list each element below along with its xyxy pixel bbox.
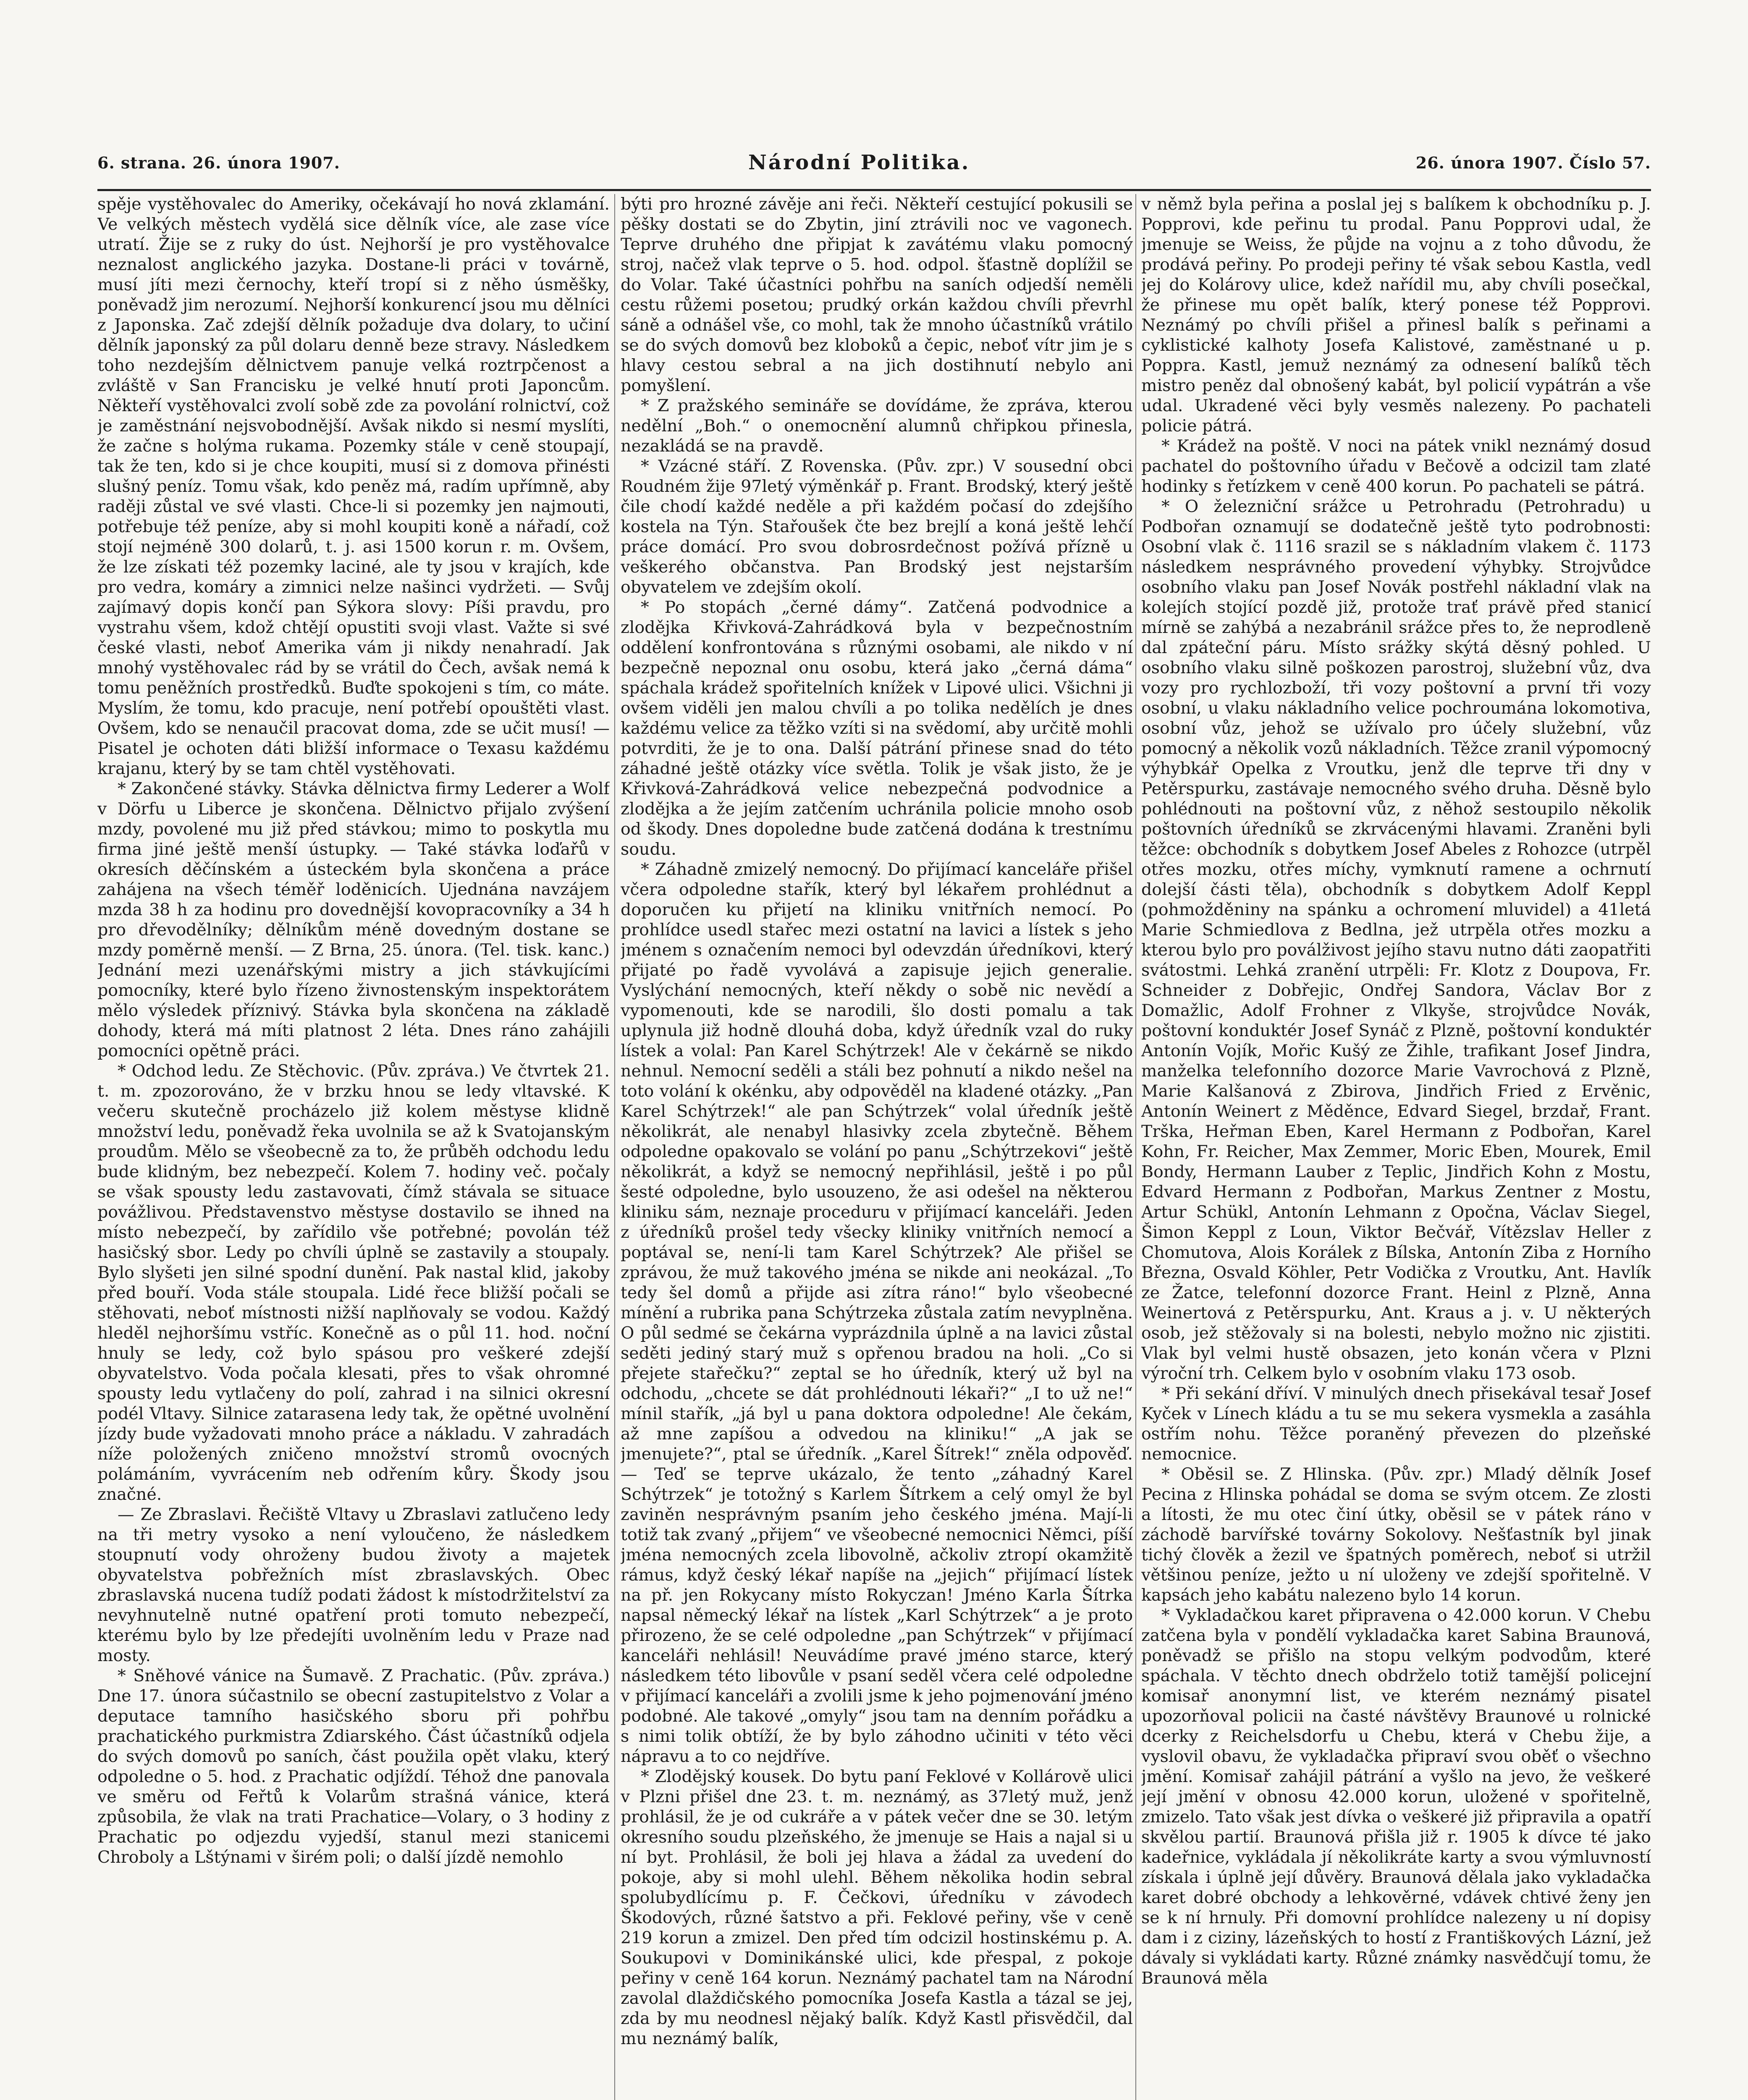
text-column-1 bbox=[97, 194, 610, 2100]
article-paragraph: * Krádež na poště. V noci na pátek vnikl neznámý dosud pachatel do poštovního úřadu v Bečově a odcizil tam zlaté hodinky s řetízkem v ceně 400 korun. Po pachateli se pátrá. bbox=[1141, 436, 1651, 496]
article-paragraph: * O železniční srážce u Petrohradu (Petrohradu) u Podbořan oznamují se dodatečně ještě tyto podrobnosti: Osobní vlak č. 1116 srazil se s nákladním vlakem č. 1173 následkem nesprávného provedení výhybky. Strojvůdce osobního vlaku pan Josef Novák postřehl nákladní vlak na kolejích stojící pozdě již, protože trať právě před stanicí mírně se zahýbá a nezabránil srážce přes to, že neprodleně dal zpáteční páru. Místo srážky skýtá děsný pohled. U osobního vlaku silně poškozen parostroj, služební vůz, dva vozy pro rychlozboží, tři vozy poštovní a první tři vozy osobní, u vlaku nákladního velice pochroumána lokomotiva, osobní vůz, jehož se užívalo pro účely služební, vůz pomocný a několik vozů nákladních. Těžce zranil výpomocný výhybkář Opelka z Vroutku, jenž dle teprve tři dny v Petěrspurku, zastávaje nemocného svého druha. Děsně bylo pohlédnouti na poštovní vůz, z něhož sestoupilo několik poštovních úředníků se zkrvácenými hlavami. Zraněni byli těžce: obchodník s dobytkem Josef Abeles z Rohozce (utrpěl otřes mozku, otřes míchy, vymknutí ramene a ochrnutí dolejší části těla), obchodník s dobytkem Adolf Keppl (pohmožděniny na spánku a ochromení mluvidel) a 41letá Marie Schmiedlova z Bedlna, jež utrpěla otřes mozku a kterou bylo pro poválživost jejího stavu nutno dáti zaopatřiti svátostmi. Lehká zranění utrpěli: Fr. Klotz z Doupova, Fr. Schneider z Dobřejic, Ondřej Sandora, Václav Bor z Domažlic, Adolf Frohner z Vlkyše, strojvůdce Novák, poštovní konduktér Josef Synáč z Plzně, poštovní konduktér Antonín Vojík, Mořic Kušý ze Žihle, trafikant Josef Jindra, manželka telefonního dozorce Marie Vavrochová z Plzně, Marie Kalšanová z Zbirova, Jindřich Fried z Ervěnic, Antonín Weinert z Měděnce, Edvard Siegel, brzdař, Frant. Trška, Heřman Eben, Karel Hermann z Podbořan, Karel Kohn, Fr. Reicher, Max Zemmer, Moric Eben, Mourek, Emil Bondy, Hermann Lauber z Teplic, Jindřich Kohn z Mostu, Edvard Hermann z Podbořan, Markus Zentner z Mostu, Artur Schükl, Antonín Lehmann z Opočna, Václav Siegel, Šimon Keppl z Loun, Viktor Bečvář, Vítězslav Heller z Chomutova, Alois Korálek z Bílska, Antonín Ziba z Horního Března, Osvald Köhler, Petr Vodička z Vroutku, Ant. Havlík ze Žatce, telefonní dozorce Frant. Heinl z Plzně, Anna Weinertová z Petěrspurku, Ant. Kraus a j. v. U některých osob, jež stěžovaly si na bolesti, nebylo možno nic zjistiti. Vlak byl velmi hustě obsazen, jeto konán včera v Plzni výroční trh. Celkem bylo v osobním vlaku 173 osob. bbox=[1141, 497, 1651, 1383]
article-paragraph: býti pro hrozné závěje ani řeči. Někteří cestující pokusili se pěšky dostati se do Zbytin, jiní ztrávili noc ve vagonech. Teprve druhého dne připjat k zavátému vlaku pomocný stroj, načež vlak teprve o 5. hod. odpol. šťastně doplížil se do Volar. Také účastníci pohřbu na saních odjedší neměli cestu růžemi posetou; prudký orkán každou chvíli převrhl sáně a odnášel vše, co mohl, tak že mnoho účastníků vrátilo se do svých domovů bez kloboků a čepic, neboť vítr jim je s hlavy cestou sebral a na jich dostihnutí nebylo ani pomyšlení. bbox=[621, 194, 1133, 395]
article-paragraph: * Z pražského semináře se dovídáme, že zpráva, kterou nedělní „Boh.“ o onemocnění alumnů chřipkou přinesla, nezakládá se na pravdě. bbox=[621, 396, 1133, 456]
article-paragraph: v němž byla peřina a poslal jej s balíkem k obchodníku p. J. Popprovi, kde peřinu tu prodal. Panu Popprovi udal, že jmenuje se Weiss, že půjde na vojnu a z toho důvodu, že prodává peřiny. Po prodeji peřiny té však sebou Kastla, vedl jej do Kolárovy ulice, kdež nařídil mu, aby chvíli posečkal, že přinese mu opět balík, který ponese též Popprovi. Neznámý po chvíli přišel a přinesl balík s peřinami a cyklistické kalhoty Josefa Kalistové, zaměstnané u p. Poppra. Kastl, jemuž neznámý za odnesení balíků těch mistro peněz dal obnošený kabát, byl policií vypátrán a vše udal. Ukradené věci byly vesměs nalezeny. Po pachateli policie pátrá. bbox=[1141, 194, 1651, 436]
article-paragraph: * Sněhové vánice na Šumavě. Z Prachatic. (Pův. zpráva.) Dne 17. února súčastnilo se obecní zastupitelstvo z Volar a deputace tamního hasičského sboru při pohřbu prachatického purkmistra Zdiarského. Část účastníků odjela do svých domovů po saních, část použila opět vlaku, který odpoledne o 5. hod. z Prachatic odjíždí. Téhož dne panovala ve směru od Feřtů k Volarům strašná vánice, která způsobila, že vlak na trati Prachatice—Volary, o 3 hodiny z Prachatic po odjezdu vyjedší, stanul mezi stanicemi Chroboly a Lštýnami v širém poli; o další jízdě nemohlo bbox=[97, 1666, 610, 1867]
article-paragraph: * Zlodějský kousek. Do bytu paní Feklové v Kollárově ulici v Plzni přišel dne 23. t. m. neznámý, as 37letý muž, jenž prohlásil, že je od cukráře a v pátek večer dne se 30. letým okresního soudu plzeňského, že jmenuje se Hais a najal si u ní byt. Prohlásil, že boli jej hlava a žádal za uvedení do pokoje, aby si mohl ulehl. Během několika hodin sebral spolubydlícímu p. F. Čečkovi, úředníku v závodech Škodových, různé šatstvo a při. Feklové peřiny, vše v ceně 219 korun a zmizel. Den před tím odcizil hostinskému p. A. Soukupovi v Dominikánské ulici, kde přespal, z pokoje peřiny v ceně 164 korun. Neznámý pachatel tam na Národní zavolal dlaždičského pomocníka Josefa Kastla a tázal se jej, zda by mu neodnesl nějaký balík. Když Kastl přisvědčil, dal mu neznámý balík, bbox=[621, 1767, 1133, 2048]
column-divider bbox=[614, 194, 615, 2100]
article-paragraph: * Po stopách „černé dámy“. Zatčená podvodnice a zlodějka Křivková-Zahrádková byla v bezpečnostním oddělení konfrontována s různými osobami, ale nikdo v ní bezpečně nepoznal onu osobu, která jako „černá dáma“ spáchala krádež spořitelních knížek v Lipové ulici. Všichni ji ovšem viděli jen malou chvíli a po tolika nedělích je dnes každému velice za těžko vzíti si na svědomí, aby určitě mohli potvrditi, že je to ona. Další pátrání přinese snad do této záhadné ještě otázky více světla. Tolik je však jisto, že je Křivková-Zahrádková velice nebezpečná podvodnice a zlodějka a že jejím zatčením uchránila policie mnoho osob od škody. Dnes dopoledne bude zatčená dodána k trestnímu soudu. bbox=[621, 598, 1133, 859]
article-paragraph: * Vzácné stáří. Z Rovenska. (Pův. zpr.) V sousední obci Roudném žije 97letý výměnkář p. Frant. Brodský, který ještě čile chodí každé neděle a při každém počasí do zdejšího kostela na Týn. Stařoušek čte bez brejlí a koná ještě lehčí práce domácí. Pro svou dobrosrdečnost požívá přízně u veškerého občanstva. Pan Brodský jest nejstarším obyvatelem ve zdejším okolí. bbox=[621, 457, 1133, 597]
text-column-2 bbox=[621, 194, 1133, 2100]
column-divider bbox=[1135, 194, 1136, 2100]
masthead-title: Národní Politika. bbox=[748, 151, 970, 174]
text-column-3 bbox=[1141, 194, 1651, 2100]
article-paragraph: * Odchod ledu. Ze Stěchovic. (Pův. zpráva.) Ve čtvrtek 21. t. m. zpozorováno, že v brzku hnou se ledy vltavské. K večeru skutečně procházelo již kolem městyse klidně množství ledu, poněvadž řeka uvolnila se až k Svatojanským proudům. Mělo se všeobecně za to, že průběh odchodu ledu bude klidným, bez nebezpečí. Kolem 7. hodiny več. počaly se však spousty ledu zastavovati, čímž stávala se situace povážlivou. Představenstvo městyse dostavilo se ihned na místo nebezpečí, by zařídilo vše potřebné; povolán též hasičský sbor. Ledy po chvíli úplně se zastavily a stoupaly. Bylo slyšeti jen silné spodní dunění. Pak nastal klid, jakoby před bouří. Voda stále stoupala. Lidé řece bližší počali se stěhovati, neboť místnosti nižší naplňovaly se vodou. Každý hleděl nejhoršímu vstříc. Konečně as o půl 11. hod. noční hnuly se ledy, což bylo spásou pro veškeré zdejší obyvatelstvo. Voda počala klesati, přes to však ohromné spousty ledu vytlačeny do polí, zahrad i na silnici okresní podél Vltavy. Silnice zatarasena ledy tak, že opětné uvolnění jízdy bude vyžadovati mnoho práce a nákladu. V zahradách níže položených zničeno množství stromů ovocných polámáním, vyvrácením neb odřením kůry. Škody jsou značné. bbox=[97, 1061, 610, 1504]
header-page-date: 6. strana. 26. února 1907. bbox=[97, 153, 341, 172]
article-paragraph: * Vykladačkou karet připravena o 42.000 korun. V Chebu zatčena byla v pondělí vykladačka karet Sabina Braunová, poněvadž se přišlo na stopu velkým podvodům, které spáchala. V těchto dnech obdrželo totiž tamější policejní komisař anonymní list, ve kterém neznámý pisatel upozorňoval policii na časté návštěvy Braunové u rolnické dcerky z Reichelsdorfu u Chebu, která v Chebu žije, a vyslovil obavu, že vykladačka připraví svou oběť o všechno jmění. Komisař zahájil pátrání a vyšlo na jevo, že veškeré její jmění v obnosu 42.000 korun, uložené v spořitelně, zmizelo. Tato však jest dívka o veškeré již připravila a opatří skvělou partií. Braunová přišla již r. 1905 k dívce té jako kadeřnice, vykládala jí několikráte karty a svou výmluvností získala i úplně její důvěry. Braunová dělala jako vykladačka karet dobré obchody a lehkověrné, vdávek chtivé ženy jen se k ní hrnuly. Při domovní prohlídce nalezeny u ní dopisy dam i z ciziny, lázeňských to hostí z Františkových Lázní, jež dávaly si vykládati karty. Různé známky nasvědčují tomu, že Braunová měla bbox=[1141, 1606, 1651, 1988]
header-rule bbox=[97, 189, 1651, 191]
article-paragraph: * Zakončené stávky. Stávka dělnictva firmy Lederer a Wolf v Dörfu u Liberce je skončena. Dělnictvo přijalo zvýšení mzdy, povolené mu již před stávkou; mimo to poskytla mu firma jiné ještě menší ústupky. — Také stávka loďařů v okresích děčínském a ústeckém byla skončena a práce zahájena na všech téměř loděnicích. Ujednána navzájem mzda 38 h za hodinu pro dovednější kovopracovníky a 34 h pro dřevodělníky; dělníkům méně dovedným dostane se mzdy poměrně menší. — Z Brna, 25. února. (Tel. tisk. kanc.) Jednání mezi uzenářskými mistry a jich stávkujícími pomocníky, které bylo řízeno živnostenským inspektorátem mělo výsledek příznivý. Stávka byla skončena na základě dohody, která má míti platnost 2 léta. Dnes ráno zahájili pomocníci opětně práci. bbox=[97, 779, 610, 1060]
article-paragraph: * Oběsil se. Z Hlinska. (Pův. zpr.) Mladý dělník Josef Pecina z Hlinska pohádal se doma se svým otcem. Ze zlosti a lítosti, že mu otec činí útky, oběsil se v pátek ráno v záchodě barvířské továrny Sokolovy. Nešťastník byl jinak tichý člověk a žezil ve špatných poměrech, neboť si utržil většinou peníze, ježto u ní uloženy ve zdejší spořitelně. V kapsách jeho kabátu nalezeno bylo 14 korun. bbox=[1141, 1465, 1651, 1605]
article-paragraph: * Při sekání dříví. V minulých dnech přisekával tesař Josef Kyček v Línech kládu a tu se mu sekera vysmekla a zasáhla ostřím nohu. Těžce poraněný převezen do plzeňské nemocnice. bbox=[1141, 1384, 1651, 1464]
page-header bbox=[97, 153, 1651, 187]
article-paragraph: — Ze Zbraslavi. Řečiště Vltavy u Zbraslavi zatlučeno ledy na tři metry vysoko a není vyloučeno, že následkem stoupnutí vody ohroženy budou životy a majetek obyvatelstva pobřežních míst zbraslavských. Obec zbraslavská nucena tudíž podati žádost k místodržitelství za nevyhnutelně nutné opatření proti tomuto nebezpečí, kterému bylo by lze předejíti uvolněním ledu v Praze nad mosty. bbox=[97, 1505, 610, 1665]
article-paragraph: spěje vystěhovalec do Ameriky, očekávají ho nová zklamání. Ve velkých městech vydělá sice dělník více, ale zase více utratí. Žije se z ruky do úst. Nejhorší je pro vystěhovalce neznalost anglického jazyka. Dostane-li práci v továrně, musí jíti mezi černochy, kteří tropí si z něho úsměšky, poněvadž jim nerozumí. Nejhorší konkurencí jsou mu dělníci z Japonska. Zač zdejší dělník požaduje dva dolary, to učiní dělník japonský za půl dolaru denně beze stravy. Následkem toho nezdejším dělnictvem panuje velká roztrpčenost a zvláště v San Francisku je velké hnutí proti Japoncům. Někteří vystěhovalci zvolí sobě zde za povolání rolnictví, což je zaměstnání nejsvobodnější. Avšak nikdo si nesmí myslíti, že začne s holýma rukama. Pozemky stále v ceně stoupají, tak že ten, kdo si je chce koupiti, musí si z domova přinésti slušný peníz. Tomu však, kdo peněz má, radím upřímně, aby raději zůstal ve své vlasti. Chce-li si pozemky jen najmouti, potřebuje též peníze, aby si mohl koupiti koně a nářadí, což stojí nejméně 300 dolarů, t. j. asi 1500 korun r. m. Ovšem, že lze získati též pozemky laciné, ale ty jsou v krajích, kde pro vedra, komáry a zimnici nelze našinci vydržeti. — Svůj zajímavý dopis končí pan Sýkora slovy: Píši pravdu, pro vystrahu všem, kdož chtějí opustiti svoji vlast. Važte si své české vlasti, neboť Amerika vám ji nikdy nenahradí. Jak mnohý vystěhovalec rád by se vrátil do Čech, avšak nemá k tomu peněžních prostředků. Buďte spokojeni s tím, co máte. Myslím, že tomu, kdo pracuje, není potřebí opouštěti vlast. Ovšem, kdo se nenaučil pracovat doma, zde se učit musí! — Pisatel je ochoten dáti bližší informace o Texasu každému krajanu, který by se tam chtěl vystěhovati. bbox=[97, 194, 610, 778]
header-date-issue: 26. února 1907. Číslo 57. bbox=[1415, 153, 1651, 172]
article-paragraph: * Záhadně zmizelý nemocný. Do přijímací kanceláře přišel včera odpoledne stařík, který byl lékařem prohlédnut a doporučen ku přijetí na kliniku vnitřních nemocí. Po prohlídce usedl stařec mezi ostatní na lavici a lístek s jeho jménem s označením nemoci byl odevzdán úředníkovi, který přijaté po řadě vyvolává a zapisuje jejich generalie. Vyslýchání nemocných, kteří někdy o sobě nic nevědí a vypomenouti, kde se narodili, šlo dosti pomalu a tak uplynula již hodně dlouhá doba, když úředník vzal do ruky lístek a volal: Pan Karel Schýtrzek! Ale v čekárně se nikdo nehnul. Nemocní seděli a stáli bez pohnutí a nikdo nešel na toto volání k okénku, aby odpověděl na kladené otázky. „Pan Karel Schýtrzek!“ ale pan Schýtrzek“ volal úředník ještě několikrát, ale nenabyl hlasivky zcela zbytečně. Během odpoledne opakovalo se volání po panu „Schýtrzekovi“ ještě několikrát, a když se nemocný nepřihlásil, ještě i po půl šesté odpoledne, bylo usouzeno, že asi odešel na některou kliniku sám, neznaje proceduru v přijímací kanceláři. Jeden z úředníků prošel tedy všecky kliniky vnitřních nemocí a poptával se, není-li tam Karel Schýtrzek? Ale přišel se zprávou, že muž takového jména se nikde ani neokázal. „To tedy šel domů a přijde asi zítra ráno!“ bylo všeobecné mínění a rubrika pana Schýtrzeka zůstala zatím nevyplněna. O půl sedmé se čekárna vyprázdnila úplně a na lavici zůstal seděti jediný starý muž s opřenou bradou na holi. „Co si přejete stařečku?“ zeptal se ho úředník, který už byl na odchodu, „chcete se dát prohlédnouti lékaři?“ „I to už ne!“ mínil stařík, „já byl u pana doktora odpoledne! Ale čekám, až mne zapíšou a odvedou na kliniku!“ „A jak se jmenujete?“, ptal se úředník. „Karel Šítrek!“ zněla odpověď. — Teď se teprve ukázalo, že tento „záhadný Karel Schýtrzek“ je totožný s Karlem Šítrkem a celý omyl že byl zaviněn nesprávným psaním jeho českého jména. Mají-li totiž tak zvaný „přijem“ ve všeobecné nemocnici Němci, píší jména nemocných zcela libovolně, ačkoliv ztropí okamžitě rámus, když český lékař napíše na „jejich“ přijímací lístek na př. jen Rokycany místo Rokyczan! Jméno Karla Šítrka napsal německý lékař na lístek „Karl Schýtrzek“ a je proto přirozeno, že se celé odpoledne „pan Schýtrzek“ v přijímací kanceláři nehlásil! Neuvádíme pravé jméno starce, který následkem této libovůle v psaní seděl včera celé odpoledne v přijímací kanceláři a zvolili jsme k jeho pojmenování jméno podobné. Ale takové „omyly“ jsou tam na denním pořádku a s nimi tolik obtíží, že by bylo záhodno učiniti v této věci nápravu a to co nejdříve. bbox=[621, 860, 1133, 1766]
